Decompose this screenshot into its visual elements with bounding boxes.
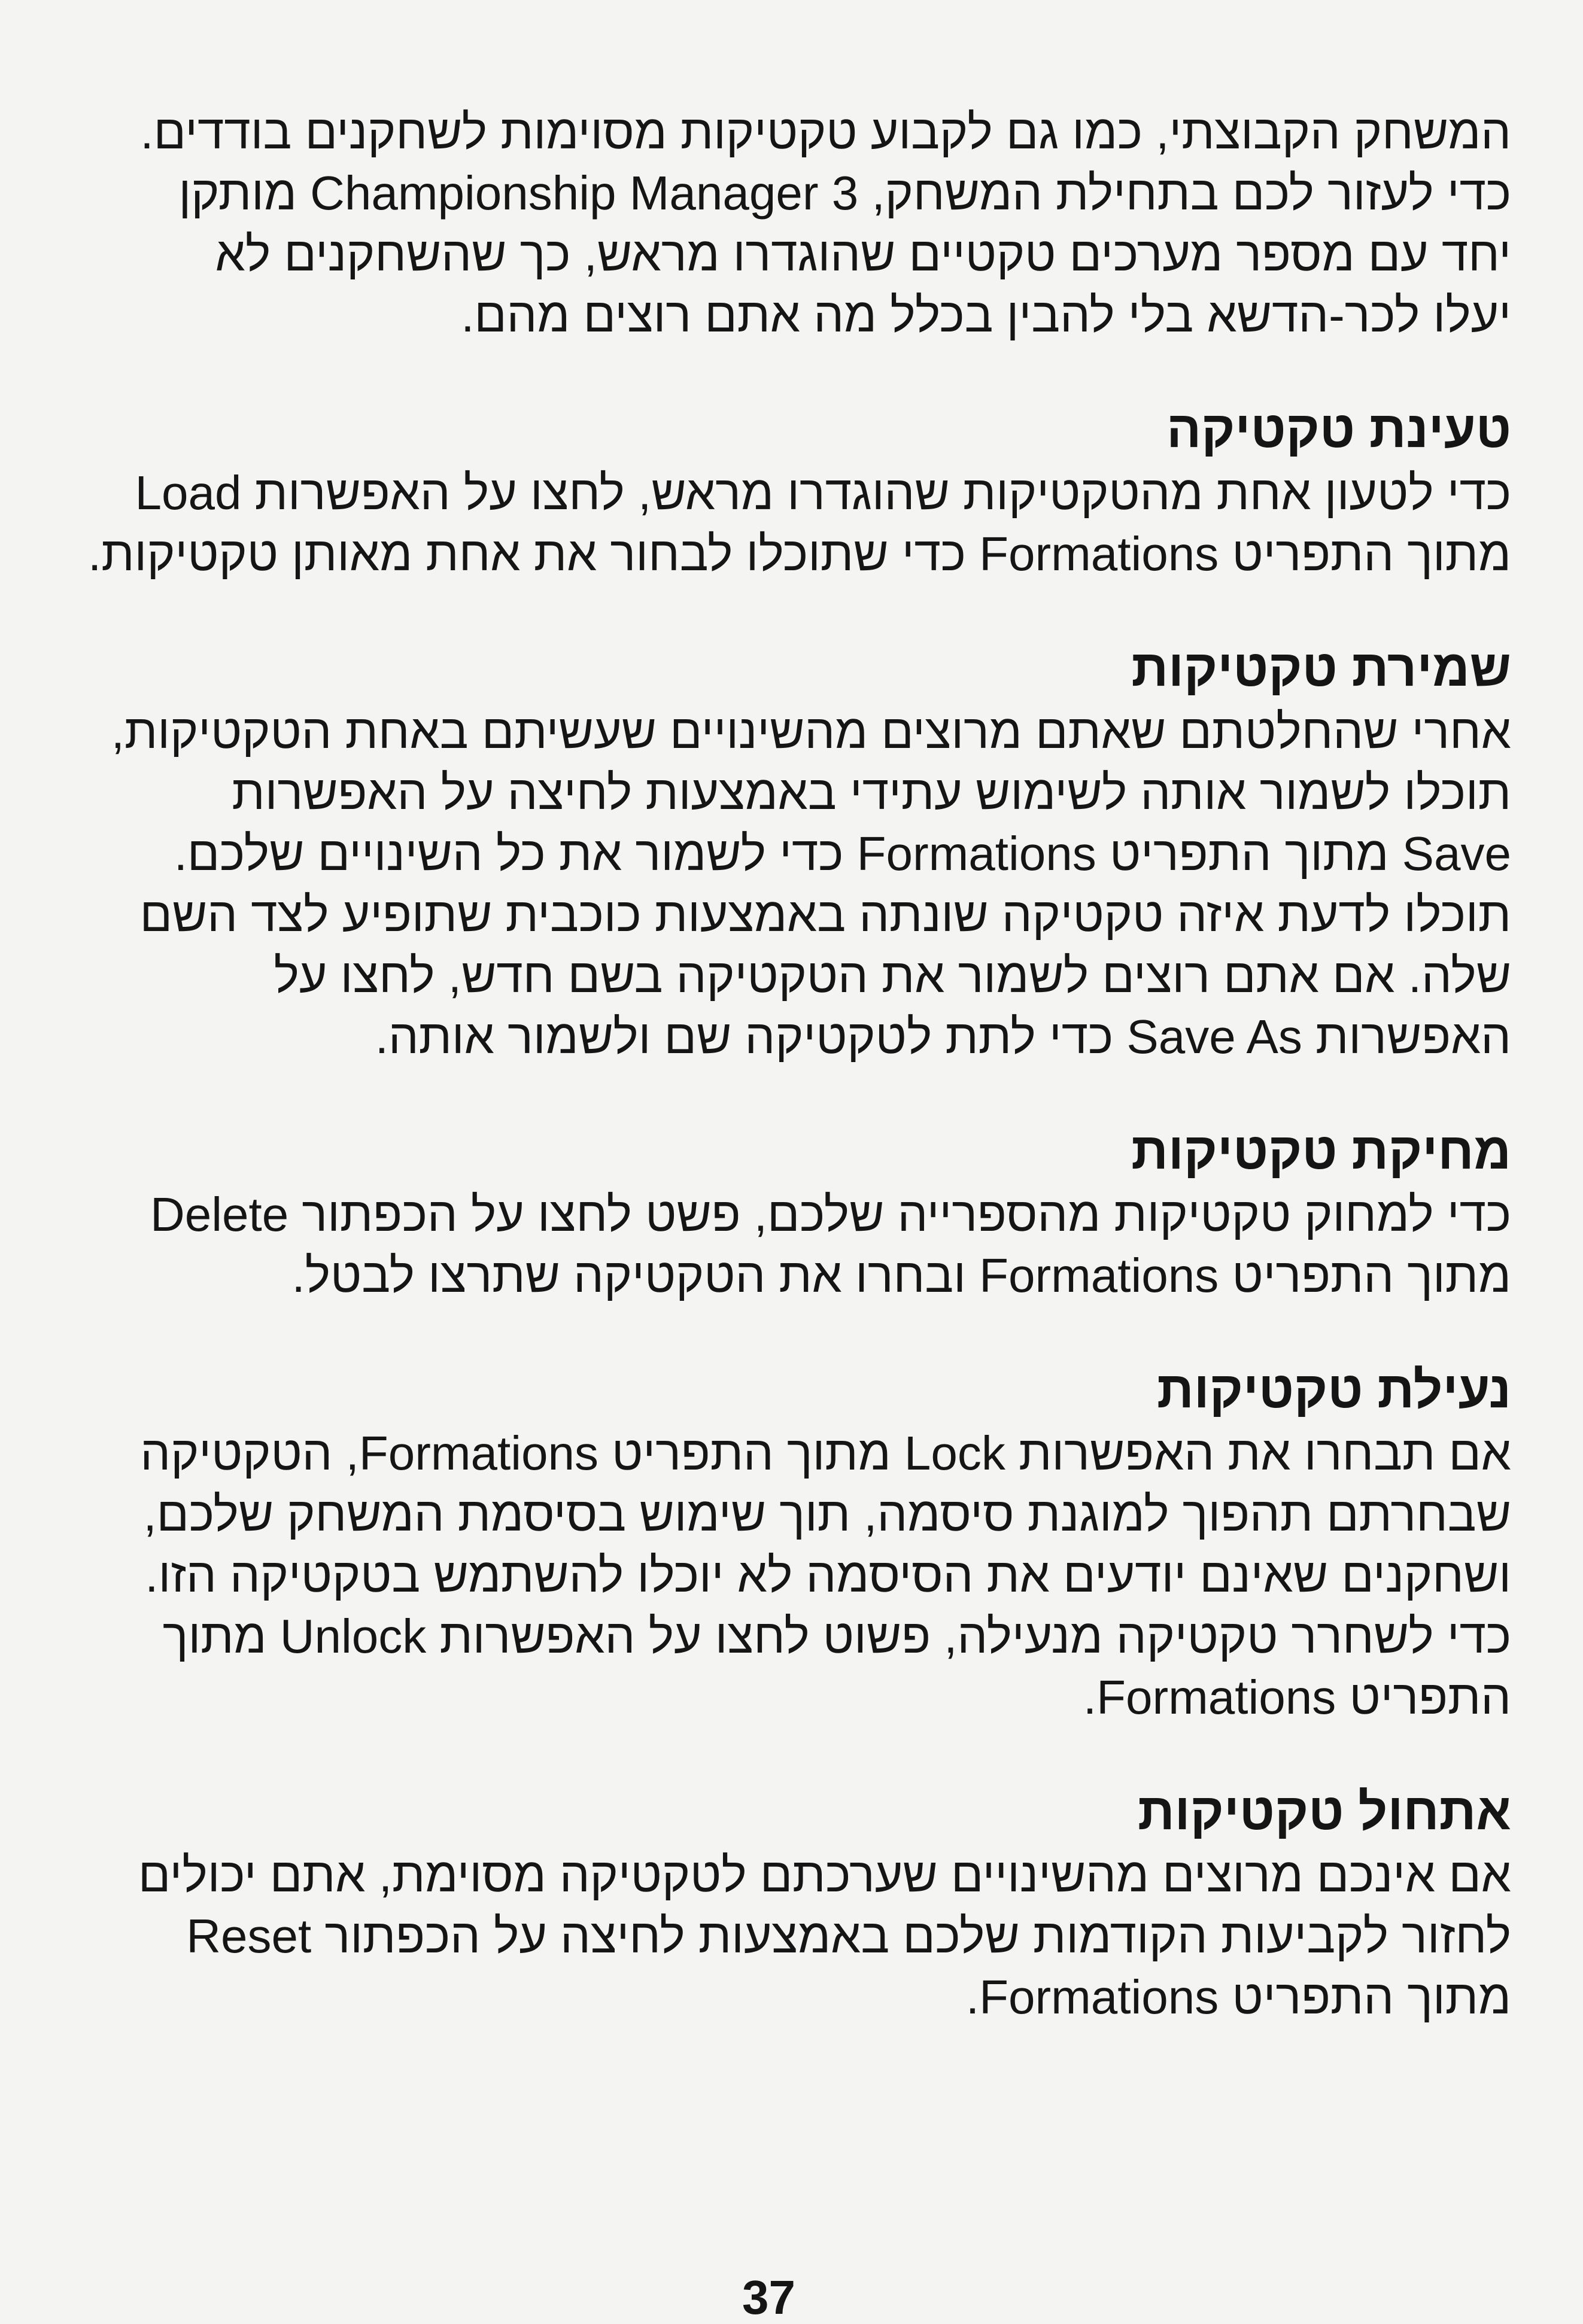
section-delete-tactics (57, 1118, 1511, 1306)
paragraph-line: מתוך התפריט Formations. (965, 1970, 1511, 2024)
paragraph-line: לחזור לקביעות הקודמות שלכם באמצעות לחיצה על הכפתור Reset (186, 1909, 1511, 1963)
paragraph-line: התפריט Formations. (1083, 1671, 1511, 1724)
paragraph-line: אם אינכם מרוצים מהשינויים שערכתם לטקטיקה מסוימת, אתם יכולים (138, 1848, 1511, 1902)
paragraph-line: יעלו לכר-הדשא בלי להבין בכלל מה אתם רוצים מהם. (461, 288, 1511, 342)
paragraph-line: כדי לטעון אחת מהטקטיקות שהוגדרו מראש, לחצו על האפשרות Load (135, 466, 1511, 519)
section-paragraph (57, 1845, 1511, 2028)
page-number: 37 (742, 2271, 795, 2324)
paragraph-line: כדי לשחרר טקטיקה מנעילה, פשוט לחצו על האפשרות Unlock מתוך (162, 1610, 1511, 1663)
section-reset-tactics (57, 1779, 1511, 2028)
section-heading: אתחול טקטיקות (1137, 1783, 1511, 1841)
section-heading: נעילת טקטיקות (1157, 1361, 1511, 1419)
paragraph-line: כדי לעזור לכם בתחילת המשחק, Championship Manager 3 מותקן (178, 166, 1511, 220)
paragraph-line: יחד עם מספר מערכים טקטיים שהוגדרו מראש, כך שהשחקנים לא (215, 227, 1511, 281)
paragraph-line: אם תבחרו את האפשרות Lock מתוך התפריט Formations, הטקטיקה (140, 1426, 1511, 1480)
section-lock-tactics (57, 1357, 1511, 1728)
section-load-tactic (57, 397, 1511, 585)
section-heading: טעינת טקטיקה (1166, 401, 1511, 458)
section-heading: מחיקת טקטיקות (1131, 1123, 1511, 1180)
manual-page (57, 102, 1511, 2028)
paragraph-line: שבחרתם תהפוך למוגנת סיסמה, תוך שימוש בסיסמת המשחק שלכם, (143, 1488, 1511, 1541)
paragraph-line: אחרי שהחלטתם שאתם מרוצים מהשינויים שעשיתם באחת הטקטיקות, (111, 705, 1511, 758)
section-save-tactics (57, 635, 1511, 1067)
section-heading: שמירת טקטיקות (1131, 640, 1511, 697)
paragraph-line: האפשרות Save As כדי לתת לטקטיקה שם ולשמור אותה. (375, 1010, 1511, 1063)
section-paragraph (57, 1184, 1511, 1306)
paragraph-line: כדי למחוק טקטיקות מהספרייה שלכם, פשט לחצו על הכפתור Delete (150, 1188, 1511, 1241)
paragraph-line: מתוך התפריט Formations ובחרו את הטקטיקה שתרצו לבטל. (291, 1249, 1511, 1302)
paragraph-line: תוכלו לדעת איזה טקטיקה שונתה באמצעות כוכבית שתופיע לצד השם (139, 888, 1511, 941)
paragraph-line: Save מתוך התפריט Formations כדי לשמור את כל השינויים שלכם. (174, 827, 1511, 880)
section-paragraph (57, 1423, 1511, 1728)
section-paragraph (57, 463, 1511, 585)
intro-paragraph (57, 102, 1511, 346)
section-paragraph (57, 701, 1511, 1067)
paragraph-line: שלה. אם אתם רוצים לשמור את הטקטיקה בשם חדש, לחצו על (274, 949, 1511, 1002)
paragraph-line: המשחק הקבוצתי, כמו גם לקבוע טקטיקות מסוימות לשחקנים בודדים. (140, 105, 1511, 159)
paragraph-line: תוכלו לשמור אותה לשימוש עתידי באמצעות לחיצה על האפשרות (232, 766, 1511, 819)
paragraph-line: ושחקנים שאינם יודעים את הסיסמה לא יוכלו להשתמש בטקטיקה הזו. (145, 1549, 1511, 1602)
paragraph-line: מתוך התפריט Formations כדי שתוכלו לבחור את אחת מאותן טקטיקות. (88, 527, 1511, 580)
